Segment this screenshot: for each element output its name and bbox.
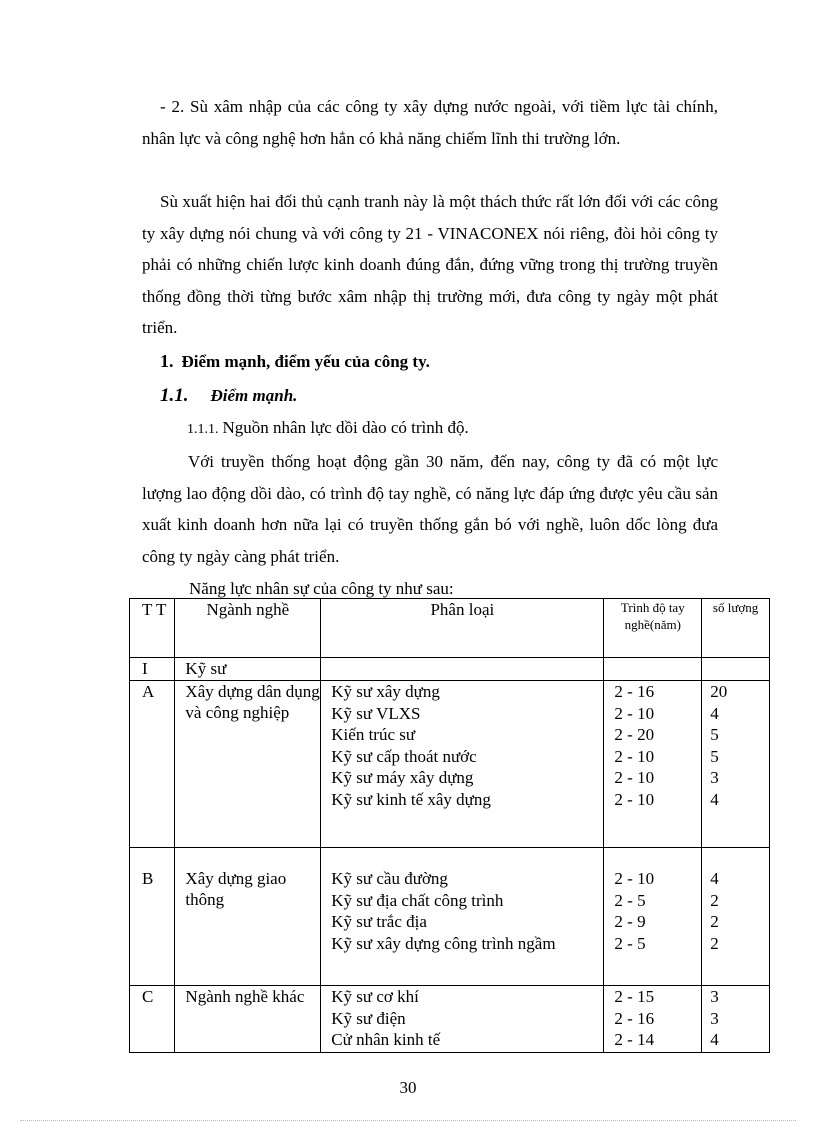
header-phan-loai: Phân loại <box>321 599 604 658</box>
list-item: Kỹ sư máy xây dựng <box>331 768 474 787</box>
list-item: Kỹ sư xây dựng công trình ngầm <box>331 933 556 953</box>
list-item: 2 - 10 <box>614 703 655 723</box>
list-item: 2 - 10 <box>614 768 655 787</box>
cell-empty <box>702 658 770 681</box>
list-item: 2 - 16 <box>614 1008 655 1028</box>
cell-trinh-do <box>604 986 702 1053</box>
list-item: Kỹ sư địa chất công trình <box>331 890 504 910</box>
cell-tt: A <box>130 681 175 848</box>
list-item: 2 <box>710 933 719 953</box>
list-item: 2 - 20 <box>614 725 655 744</box>
list-item: 3 <box>710 768 719 787</box>
list-item: 3 <box>710 1008 719 1028</box>
list-item: 5 <box>710 746 719 766</box>
header-so-luong: số lượng <box>702 599 770 658</box>
list-item: 4 <box>710 789 719 809</box>
table-row <box>130 658 770 681</box>
table-caption: Năng lực nhân sự của công ty như sau: <box>189 579 454 598</box>
cell-trinh-do <box>604 681 702 848</box>
list-item: 4 <box>710 1030 719 1049</box>
list-item: 3 <box>710 987 719 1006</box>
list-item: Cử nhân kinh tế <box>331 1030 441 1049</box>
cell-trinh-do <box>604 848 702 986</box>
list-item: 2 - 16 <box>614 682 655 701</box>
heading-text: Điểm mạnh, điểm yếu của công ty. <box>181 352 430 371</box>
list-item: 5 <box>710 725 719 744</box>
cell-so-luong <box>702 986 770 1053</box>
list-item: 20 <box>710 682 728 701</box>
subsubheading-number: 1.1.1. <box>187 422 219 437</box>
cell-tt: I <box>130 658 175 681</box>
cell-nganh-nghe: Xây dựng dân dụng và công nghiệp <box>175 681 321 848</box>
list-item: 2 - 10 <box>614 789 655 809</box>
list-item: 2 - 9 <box>614 912 646 931</box>
subheading-text: Điểm mạnh. <box>210 386 298 405</box>
list-item: 2 - 10 <box>614 869 655 888</box>
header-nganh-nghe: Ngành nghề <box>175 599 321 658</box>
list-item: Kỹ sư cầu đường <box>331 869 448 888</box>
staff-capacity-table <box>129 598 770 1053</box>
list-item: 2 - 5 <box>614 933 646 953</box>
list-item: 4 <box>710 869 719 888</box>
list-item: 2 - 14 <box>614 1030 655 1049</box>
list-item: 4 <box>710 703 719 723</box>
table-row <box>130 848 770 986</box>
cell-phan-loai <box>321 986 604 1053</box>
table-header-row <box>130 599 770 658</box>
header-tt: T T <box>130 599 175 658</box>
list-item: Kỹ sư cơ khí <box>331 987 419 1006</box>
list-item: 2 <box>710 890 719 910</box>
subheading-number: 1.1. <box>160 385 189 406</box>
cell-empty <box>321 658 604 681</box>
cell-tt: B <box>130 848 175 986</box>
list-item: Kiến trúc sư <box>331 725 416 744</box>
cell-nganh-nghe: Kỹ sư <box>175 658 321 681</box>
list-item: 2 <box>710 912 719 931</box>
list-item: 2 - 10 <box>614 746 655 766</box>
subsubheading-text: Nguồn nhân lực dồi dào có trình độ. <box>222 418 469 437</box>
cell-nganh-nghe: Ngành nghề khác <box>175 986 321 1053</box>
paragraph-competitor-challenge: Sù xuất hiện hai đối thủ cạnh tranh này là một thách thức rất lớn đối với các công ty xây dựng nói chung và với công ty 21 - VINACONEX nói riêng, đòi hỏi công ty phải có những chiến lược kinh doanh đúng đắn, đứng vững trong thị trường truyền thống đồng thời từng bước xâm nhập thị trường mới, đưa công ty ngày một phát triển. <box>142 192 718 337</box>
list-item: 2 - 15 <box>614 987 655 1006</box>
list-item: Kỹ sư xây dựng <box>331 682 440 701</box>
cell-so-luong <box>702 681 770 848</box>
paragraph-foreign-competition: - 2. Sù xâm nhập của các công ty xây dựng nước ngoài, với tiềm lực tài chính, nhân lực và công nghệ hơn hẳn có khả năng chiếm lĩnh thi trường lớn. <box>142 97 718 148</box>
cell-tt: C <box>130 986 175 1053</box>
list-item: Kỹ sư VLXS <box>331 703 421 723</box>
list-item: 2 - 5 <box>614 890 646 910</box>
cell-empty <box>604 658 702 681</box>
list-item: Kỹ sư điện <box>331 1008 406 1028</box>
header-trinh-do: Trình độ tay nghề(năm) <box>604 599 702 658</box>
heading-number: 1. <box>160 351 174 371</box>
table-row <box>130 681 770 848</box>
page-bottom-divider <box>20 1120 796 1121</box>
subsubheading-human-resources <box>187 418 469 438</box>
page-number: 30 <box>399 1078 417 1097</box>
list-item: Kỹ sư kinh tế xây dựng <box>331 789 491 809</box>
cell-phan-loai <box>321 681 604 848</box>
list-item: Kỹ sư cấp thoát nước <box>331 746 477 766</box>
subheading-strengths <box>160 385 297 407</box>
cell-so-luong <box>702 848 770 986</box>
list-item: Kỹ sư trắc địa <box>331 912 427 931</box>
cell-phan-loai <box>321 848 604 986</box>
table-row <box>130 986 770 1053</box>
heading-strengths-weaknesses <box>160 351 430 372</box>
paragraph-workforce: Với truyền thống hoạt động gần 30 năm, đến nay, công ty đã có một lực lượng lao động dồi dào, có trình độ tay nghề, có năng lực đáp ứng được yêu cầu sản xuất kinh doanh hơn nữa lại có truyền thống gắn bó với nghề, luôn dốc lòng đưa công ty ngày càng phát triển. <box>142 452 718 566</box>
cell-nganh-nghe: Xây dựng giao thông <box>175 848 321 986</box>
